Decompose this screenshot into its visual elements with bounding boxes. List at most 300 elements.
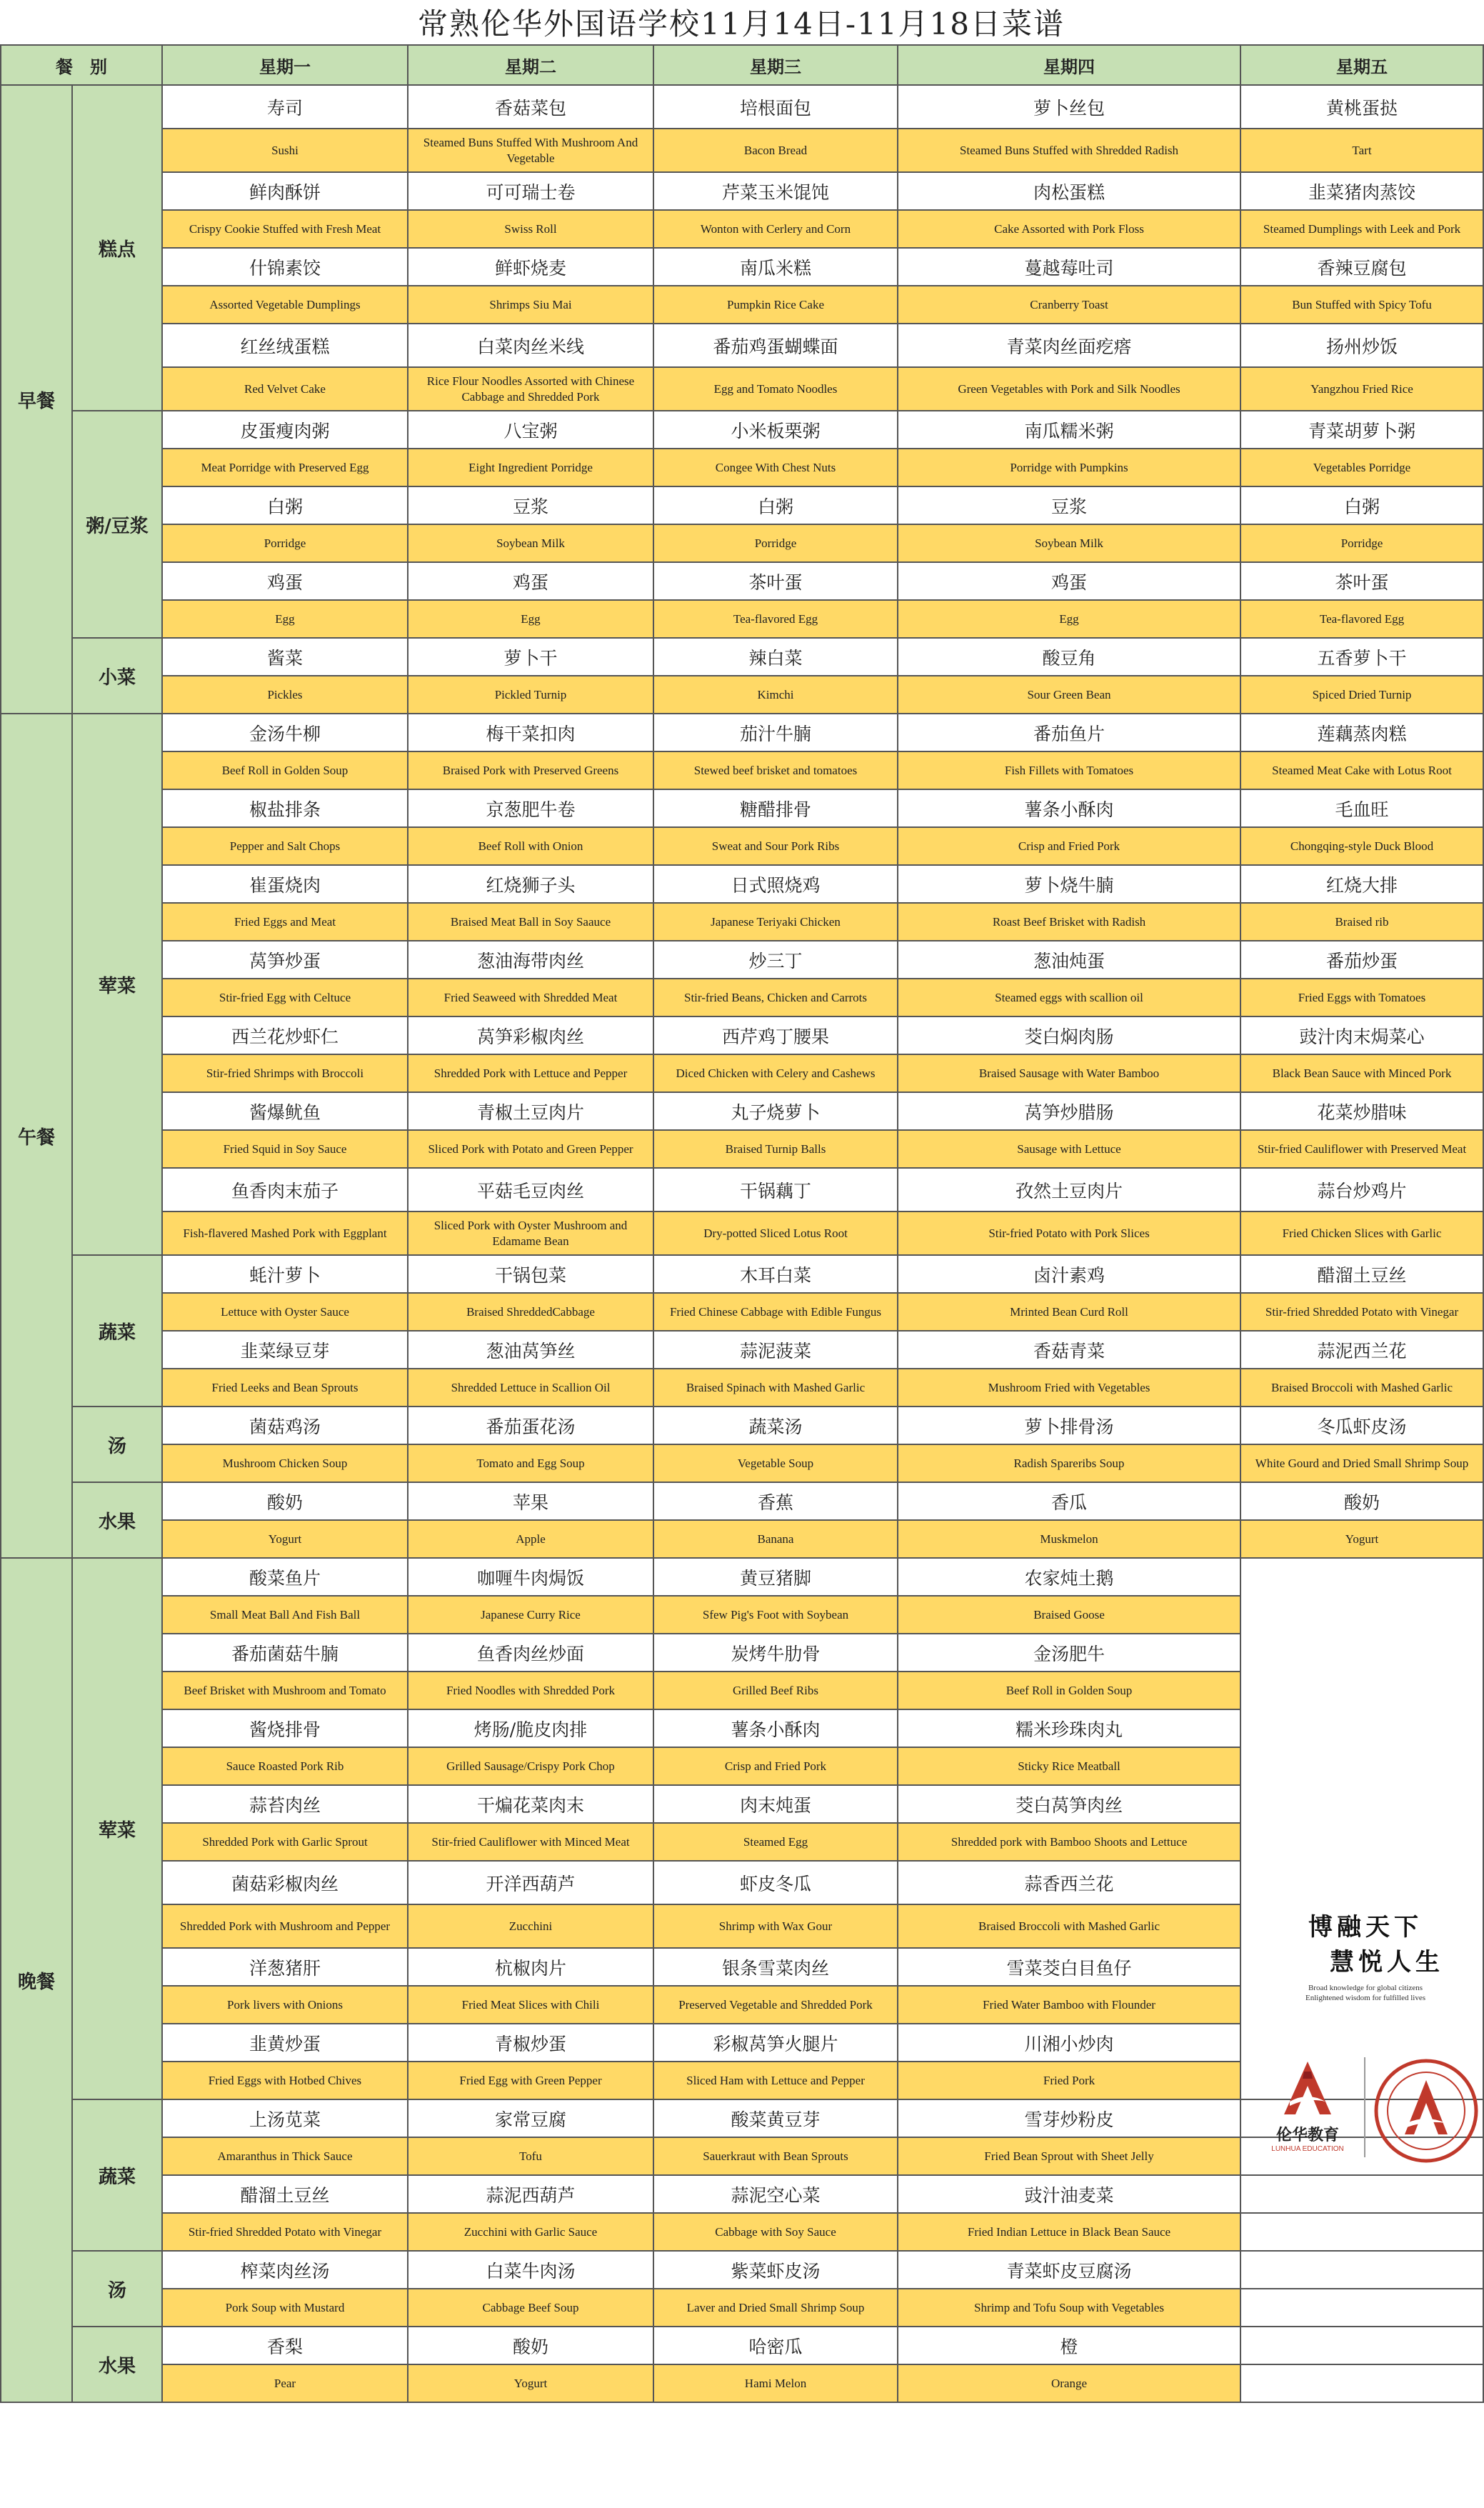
dish-name-en: Porridge with Pumpkins [898,449,1240,486]
dish-name: 皮蛋瘦肉粥 [162,411,408,449]
dish-name: 椒盐排条 [162,789,408,827]
breakfast-pastry-row [1,129,1483,172]
slogan-line-1: 博融天下 [1308,1913,1423,1942]
dish-name-en: Braised Broccoli with Mashed Garlic [1240,1369,1483,1407]
dish-name: 青椒土豆肉片 [408,1092,653,1130]
lunch-veg-row [1,1369,1483,1407]
dish-name: 扬州炒饭 [1240,324,1483,367]
dish-name: 洋葱猪肝 [162,1948,408,1986]
dish-name: 香瓜 [898,1482,1240,1520]
dish-name: 木耳白菜 [653,1255,898,1293]
lunch-soup-category: 汤 [72,1407,162,1482]
dish-name-en: Japanese Teriyaki Chicken [653,903,898,941]
dish-name: 鸡蛋 [898,562,1240,600]
dish-name-en: Beef Roll in Golden Soup [162,751,408,789]
dish-name-en: Grilled Sausage/Crispy Pork Chop [408,1747,653,1785]
dinner-veg-row [1,2213,1483,2251]
dish-name-en: Fried Eggs with Tomatoes [1240,979,1483,1016]
dish-name-en: Egg [408,600,653,638]
dish-name: 干锅包菜 [408,1255,653,1293]
dish-name-en: Japanese Curry Rice [408,1596,653,1634]
dinner-fruit-row [1,2364,1483,2402]
dish-name-en: Wonton with Cerlery and Corn [653,210,898,248]
dish-name-en: Zucchini [408,1904,653,1948]
dish-name: 橙 [898,2327,1240,2364]
dish-name-en: Egg [162,600,408,638]
dish-name-en: Yogurt [408,2364,653,2402]
dish-name: 酸菜鱼片 [162,1558,408,1596]
dish-name: 丸子烧萝卜 [653,1092,898,1130]
dish-name-en: Mushroom Fried with Vegetables [898,1369,1240,1407]
dish-name: 葱油海带肉丝 [408,941,653,979]
dish-name: 培根面包 [653,85,898,129]
dish-name: 豉汁油麦菜 [898,2175,1240,2213]
dish-name-en: Steamed Buns Stuffed With Mushroom And Vegetable [408,129,653,172]
dish-name: 蒜泥空心菜 [653,2175,898,2213]
dish-name-en: Braised Meat Ball in Soy Saauce [408,903,653,941]
dish-name: 韭菜猪肉蒸饺 [1240,172,1483,210]
dish-name-en: Beef Roll with Onion [408,827,653,865]
dish-name: 薯条小酥肉 [653,1709,898,1747]
dish-name: 白粥 [653,486,898,524]
dish-name-en: Pickles [162,676,408,714]
dish-name-en: Stir-fried Shrimps with Broccoli [162,1054,408,1092]
dish-name-en: Swiss Roll [408,210,653,248]
meal-header: 餐 别 [1,45,162,85]
dish-name: 豆浆 [898,486,1240,524]
dish-name-en: Fried Seaweed with Shredded Meat [408,979,653,1016]
lunch-meat-row [1,1092,1483,1130]
dish-name: 炒三丁 [653,941,898,979]
dish-name-en: Preserved Vegetable and Shredded Pork [653,1986,898,2024]
slogan-en-2: Enlightened wisdom for fulfilled lives [1305,1994,1426,2002]
dish-name-en: Braised Sausage with Water Bamboo [898,1054,1240,1092]
dish-name-en: Fried Eggs and Meat [162,903,408,941]
dish-name-en: Pumpkin Rice Cake [653,286,898,324]
dish-name: 榨菜肉丝汤 [162,2251,408,2289]
dish-name-en: Shredded Pork with Lettuce and Pepper [408,1054,653,1092]
dish-name: 鸡蛋 [162,562,408,600]
dish-name-en: Meat Porridge with Preserved Egg [162,449,408,486]
dish-name: 雪菜茭白目鱼仔 [898,1948,1240,1986]
dish-name: 辣白菜 [653,638,898,676]
lunch-fruit-row [1,1482,1483,1520]
dish-name: 什锦素饺 [162,248,408,286]
dish-name: 肉松蛋糕 [898,172,1240,210]
dish-name: 酸豆角 [898,638,1240,676]
dish-name-en: Pork Soup with Mustard [162,2289,408,2327]
dish-name: 农家炖土鹅 [898,1558,1240,1596]
lunch-veg-row [1,1331,1483,1369]
dish-name: 孜然土豆肉片 [898,1168,1240,1211]
breakfast-pastry-row [1,367,1483,411]
dish-name: 蚝汁萝卜 [162,1255,408,1293]
dinner-meat-category: 荤菜 [72,1558,162,2099]
dish-name: 韭黄炒蛋 [162,2024,408,2062]
lunch-meat-row [1,903,1483,941]
dish-name-en: Crisp and Fried Pork [898,827,1240,865]
logo-name: 伦华教育 [1276,2126,1340,2144]
dish-name: 番茄炒蛋 [1240,941,1483,979]
dish-name: 莲藕蒸肉糕 [1240,714,1483,751]
dish-name-en: Sauce Roasted Pork Rib [162,1747,408,1785]
dish-name-en: Fried Pork [898,2062,1240,2099]
lunch-meat-row [1,1168,1483,1211]
dish-name-en: Assorted Vegetable Dumplings [162,286,408,324]
dish-name: 蔬菜汤 [653,1407,898,1444]
dish-name: 韭菜绿豆芽 [162,1331,408,1369]
dish-name: 茶叶蛋 [653,562,898,600]
lunch-fruit-category: 水果 [72,1482,162,1558]
dinner-fruit-category: 水果 [72,2327,162,2402]
dish-name: 萝卜干 [408,638,653,676]
dish-name-en: Mrinted Bean Curd Roll [898,1293,1240,1331]
dish-name-en: Braised rib [1240,903,1483,941]
dish-name-en: Sliced Pork with Oyster Mushroom and Edamame Bean [408,1211,653,1255]
day-header: 星期四 [898,45,1240,85]
dish-name-en: Tofu [408,2137,653,2175]
breakfast-porridge-row [1,449,1483,486]
dish-name-en: Tea-flavored Egg [653,600,898,638]
dish-name: 肉末炖蛋 [653,1785,898,1823]
menu-table [0,44,1484,2403]
dish-name-en: Yangzhou Fried Rice [1240,367,1483,411]
breakfast-pastry-category: 糕点 [72,85,162,411]
dish-name: 薯条小酥肉 [898,789,1240,827]
dish-name: 葱油莴笋丝 [408,1331,653,1369]
dish-name-en: Beef Roll in Golden Soup [898,1672,1240,1709]
dish-name-en: Pork livers with Onions [162,1986,408,2024]
dish-name: 鱼香肉丝炒面 [408,1634,653,1672]
dish-name: 南瓜糯米粥 [898,411,1240,449]
brand-panel [1240,1558,1483,2153]
dish-name: 豆浆 [408,486,653,524]
dish-name: 香蕉 [653,1482,898,1520]
dish-name: 白菜肉丝米线 [408,324,653,367]
dish-name: 青菜虾皮豆腐汤 [898,2251,1240,2289]
dish-name-en: Dry-potted Sliced Lotus Root [653,1211,898,1255]
breakfast-porridge-row [1,486,1483,524]
dish-name-en: Yogurt [162,1520,408,1558]
dish-name-en: Sauerkraut with Bean Sprouts [653,2137,898,2175]
dish-name: 白粥 [162,486,408,524]
dish-name: 香梨 [162,2327,408,2364]
breakfast-porridge-row [1,562,1483,600]
breakfast-pastry-row [1,210,1483,248]
dish-name-en: Amaranthus in Thick Sauce [162,2137,408,2175]
dish-name-en: Cabbage Beef Soup [408,2289,653,2327]
dish-name-en: Fried Indian Lettuce in Black Bean Sauce [898,2213,1240,2251]
dish-name-en: Shrimps Siu Mai [408,286,653,324]
dish-name: 茄汁牛腩 [653,714,898,751]
dish-name-en: Crispy Cookie Stuffed with Fresh Meat [162,210,408,248]
lunch-meat-row [1,865,1483,903]
dish-name: 南瓜米糕 [653,248,898,286]
lunhua-logo-icon [1275,2057,1340,2122]
dish-name-en: Small Meat Ball And Fish Ball [162,1596,408,1634]
dish-name: 酱菜 [162,638,408,676]
dish-name: 酱爆鱿鱼 [162,1092,408,1130]
dish-name-en: Braised Broccoli with Mashed Garlic [898,1904,1240,1948]
dish-name: 鸡蛋 [408,562,653,600]
dish-name: 茭白焖肉肠 [898,1016,1240,1054]
dish-name-en: Braised Pork with Preserved Greens [408,751,653,789]
dish-name: 蒜苔肉丝 [162,1785,408,1823]
dish-name-en: Grilled Beef Ribs [653,1672,898,1709]
dish-name-en: Orange [898,2364,1240,2402]
dish-name-en: Green Vegetables with Pork and Silk Noodles [898,367,1240,411]
dish-name: 糖醋排骨 [653,789,898,827]
dish-name-en: Fried Eggs with Hotbed Chives [162,2062,408,2099]
dish-name: 青菜胡萝卜粥 [1240,411,1483,449]
dish-name-en: Laver and Dried Small Shrimp Soup [653,2289,898,2327]
lunch-fruit-row [1,1520,1483,1558]
dish-name: 酸奶 [162,1482,408,1520]
dish-name: 金汤肥牛 [898,1634,1240,1672]
dish-name-en: Stir-fried Egg with Celtuce [162,979,408,1016]
dish-name-en: Vegetable Soup [653,1444,898,1482]
lunch-meat-row [1,1211,1483,1255]
dish-name: 西兰花炒虾仁 [162,1016,408,1054]
dish-name: 川湘小炒肉 [898,2024,1240,2062]
dish-name: 日式照烧鸡 [653,865,898,903]
dish-name-en: Porridge [162,524,408,562]
dish-name-en: Stir-fried Shredded Potato with Vinegar [162,2213,408,2251]
dish-name-en: Fried Squid in Soy Sauce [162,1130,408,1168]
dish-name: 鲜虾烧麦 [408,248,653,286]
dish-name: 西芹鸡丁腰果 [653,1016,898,1054]
logo-divider [1364,2057,1365,2157]
dish-name-en: Bun Stuffed with Spicy Tofu [1240,286,1483,324]
lunch-meat-row [1,789,1483,827]
dish-name-en: Egg and Tomato Noodles [653,367,898,411]
lunch-soup-row [1,1407,1483,1444]
dish-name-en: Fried Chinese Cabbage with Edible Fungus [653,1293,898,1331]
dish-name: 醋溜土豆丝 [162,2175,408,2213]
dish-name-en: Cranberry Toast [898,286,1240,324]
dish-name: 花菜炒腊味 [1240,1092,1483,1130]
dish-name-en: Diced Chicken with Celery and Cashews [653,1054,898,1092]
empty-cell [1240,2289,1483,2327]
lunch-meat-row [1,1016,1483,1054]
dish-name: 酸奶 [1240,1482,1483,1520]
dish-name-en: Sfew Pig's Foot with Soybean [653,1596,898,1634]
empty-cell [1240,2175,1483,2213]
dish-name-en: Egg [898,600,1240,638]
dish-name-en: Soybean Milk [898,524,1240,562]
empty-cell [1240,2213,1483,2251]
dish-name-en: Tomato and Egg Soup [408,1444,653,1482]
school-slogan [1258,1907,1473,2007]
lunch-soup-row [1,1444,1483,1482]
dish-name-en: Fried Bean Sprout with Sheet Jelly [898,2137,1240,2175]
dish-name: 干锅藕丁 [653,1168,898,1211]
dish-name: 五香萝卜干 [1240,638,1483,676]
dish-name-en: Red Velvet Cake [162,367,408,411]
dish-name: 平菇毛豆肉丝 [408,1168,653,1211]
dish-name: 银条雪菜肉丝 [653,1948,898,1986]
dish-name-en: Radish Spareribs Soup [898,1444,1240,1482]
dish-name-en: Pepper and Salt Chops [162,827,408,865]
dish-name-en: Steamed Egg [653,1823,898,1861]
dish-name: 酱烧排骨 [162,1709,408,1747]
breakfast-porridge-row [1,411,1483,449]
dish-name-en: Sliced Ham with Lettuce and Pepper [653,2062,898,2099]
dish-name: 醋溜土豆丝 [1240,1255,1483,1293]
empty-cell [1240,2364,1483,2402]
dish-name: 寿司 [162,85,408,129]
dish-name: 葱油炖蛋 [898,941,1240,979]
lunch-veg-category: 蔬菜 [72,1255,162,1407]
dish-name: 蒜泥西兰花 [1240,1331,1483,1369]
dish-name-en: Fried Meat Slices with Chili [408,1986,653,2024]
dish-name: 糯米珍珠肉丸 [898,1709,1240,1747]
breakfast-porridge-row [1,524,1483,562]
dish-name: 苹果 [408,1482,653,1520]
dish-name-en: Shredded Pork with Garlic Sprout [162,1823,408,1861]
dinner-meal-label: 晚餐 [1,1558,72,2402]
lunch-meat-category: 荤菜 [72,714,162,1255]
dish-name: 上汤苋菜 [162,2099,408,2137]
dish-name: 香菇菜包 [408,85,653,129]
dish-name: 烤肠/脆皮肉排 [408,1709,653,1747]
dish-name-en: Tea-flavored Egg [1240,600,1483,638]
dish-name: 家常豆腐 [408,2099,653,2137]
dish-name: 干煸花菜肉末 [408,1785,653,1823]
dish-name: 菌菇鸡汤 [162,1407,408,1444]
dish-name-en: Sour Green Bean [898,676,1240,714]
dish-name-en: Steamed eggs with scallion oil [898,979,1240,1016]
breakfast-meal-label: 早餐 [1,85,72,714]
dish-name-en: Soybean Milk [408,524,653,562]
dish-name: 芹菜玉米馄饨 [653,172,898,210]
dish-name: 可可瑞士卷 [408,172,653,210]
dish-name: 番茄菌菇牛腩 [162,1634,408,1672]
logo-group [1258,2057,1480,2164]
dish-name: 杭椒肉片 [408,1948,653,1986]
dish-name: 蒜泥西葫芦 [408,2175,653,2213]
dish-name-en: Porridge [653,524,898,562]
dish-name-en: Mushroom Chicken Soup [162,1444,408,1482]
dinner-soup-row [1,2251,1483,2289]
dish-name-en: Shredded Pork with Mushroom and Pepper [162,1904,408,1948]
dish-name-en: Braised Goose [898,1596,1240,1634]
dish-name-en: Muskmelon [898,1520,1240,1558]
dish-name-en: Pear [162,2364,408,2402]
breakfast-side-category: 小菜 [72,638,162,714]
dinner-veg-category: 蔬菜 [72,2099,162,2251]
dish-name: 崔蛋烧肉 [162,865,408,903]
empty-cell [1240,2251,1483,2289]
dish-name: 酸奶 [408,2327,653,2364]
dish-name: 青菜肉丝面疙瘩 [898,324,1240,367]
dish-name-en: Steamed Dumplings with Leek and Pork [1240,210,1483,248]
dish-name-en: Cabbage with Soy Sauce [653,2213,898,2251]
dish-name: 黄桃蛋挞 [1240,85,1483,129]
dish-name: 萝卜排骨汤 [898,1407,1240,1444]
dish-name: 开洋西葫芦 [408,1861,653,1904]
dish-name: 茭白莴笋肉丝 [898,1785,1240,1823]
dish-name: 白粥 [1240,486,1483,524]
dish-name-en: Sausage with Lettuce [898,1130,1240,1168]
dish-name: 豉汁肉末焗菜心 [1240,1016,1483,1054]
dish-name-en: Fish-flavered Mashed Pork with Eggplant [162,1211,408,1255]
dish-name-en: Shrimp and Tofu Soup with Vegetables [898,2289,1240,2327]
dish-name: 茶叶蛋 [1240,562,1483,600]
empty-cell [1240,2327,1483,2364]
dish-name: 莴笋炒腊肠 [898,1092,1240,1130]
dish-name-en: Sushi [162,129,408,172]
dish-name: 菌菇彩椒肉丝 [162,1861,408,1904]
dish-name-en: Lettuce with Oyster Sauce [162,1293,408,1331]
dish-name-en: Shredded Lettuce in Scallion Oil [408,1369,653,1407]
dish-name-en: White Gourd and Dried Small Shrimp Soup [1240,1444,1483,1482]
dish-name-en: Zucchini with Garlic Sauce [408,2213,653,2251]
breakfast-pastry-row [1,172,1483,210]
dish-name-en: Apple [408,1520,653,1558]
dish-name-en: Fried Chicken Slices with Garlic [1240,1211,1483,1255]
dish-name-en: Fried Noodles with Shredded Pork [408,1672,653,1709]
dish-name-en: Fried Leeks and Bean Sprouts [162,1369,408,1407]
dish-name: 卤汁素鸡 [898,1255,1240,1293]
dish-name-en: Black Bean Sauce with Minced Pork [1240,1054,1483,1092]
breakfast-pastry-row [1,286,1483,324]
dish-name: 炭烤牛肋骨 [653,1634,898,1672]
dish-name-en: Stir-fried Cauliflower with Minced Meat [408,1823,653,1861]
dish-name: 萝卜烧牛腩 [898,865,1240,903]
dish-name: 鱼香肉末茄子 [162,1168,408,1211]
dish-name-en: Sliced Pork with Potato and Green Pepper [408,1130,653,1168]
dish-name: 哈密瓜 [653,2327,898,2364]
dish-name: 金汤牛柳 [162,714,408,751]
dish-name: 蒜泥菠菜 [653,1331,898,1369]
dish-name: 咖喱牛肉焗饭 [408,1558,653,1596]
dish-name: 红丝绒蛋糕 [162,324,408,367]
dish-name: 梅干菜扣肉 [408,714,653,751]
lunch-meat-row [1,827,1483,865]
dish-name-en: Beef Brisket with Mushroom and Tomato [162,1672,408,1709]
dish-name-en: Braised ShreddedCabbage [408,1293,653,1331]
breakfast-side-row [1,638,1483,676]
breakfast-pastry-row [1,85,1483,129]
dish-name-en: Fish Fillets with Tomatoes [898,751,1240,789]
dish-name: 香菇青菜 [898,1331,1240,1369]
dish-name-en: Shrimp with Wax Gour [653,1904,898,1948]
lunch-veg-row [1,1293,1483,1331]
dish-name: 蒜香西兰花 [898,1861,1240,1904]
dish-name: 番茄鸡蛋蝴蝶面 [653,324,898,367]
dish-name: 蒜台炒鸡片 [1240,1168,1483,1211]
dish-name: 雪芽炒粉皮 [898,2099,1240,2137]
dish-name: 蔓越莓吐司 [898,248,1240,286]
dish-name-en: Crisp and Fried Pork [653,1747,898,1785]
slogan-en-1: Broad knowledge for global citizens [1308,1984,1423,1992]
dish-name-en: Kimchi [653,676,898,714]
dish-name: 冬瓜虾皮汤 [1240,1407,1483,1444]
breakfast-side-row [1,676,1483,714]
lunch-meat-row [1,1054,1483,1092]
lunch-meat-row [1,941,1483,979]
lunch-meal-label: 午餐 [1,714,72,1558]
dish-name-en: Yogurt [1240,1520,1483,1558]
dish-name-en: Spiced Dried Turnip [1240,676,1483,714]
lunch-veg-row [1,1255,1483,1293]
dinner-fruit-row [1,2327,1483,2364]
dish-name-en: Stewed beef brisket and tomatoes [653,751,898,789]
day-header: 星期三 [653,45,898,85]
breakfast-porridge-row [1,600,1483,638]
dish-name-en: Hami Melon [653,2364,898,2402]
